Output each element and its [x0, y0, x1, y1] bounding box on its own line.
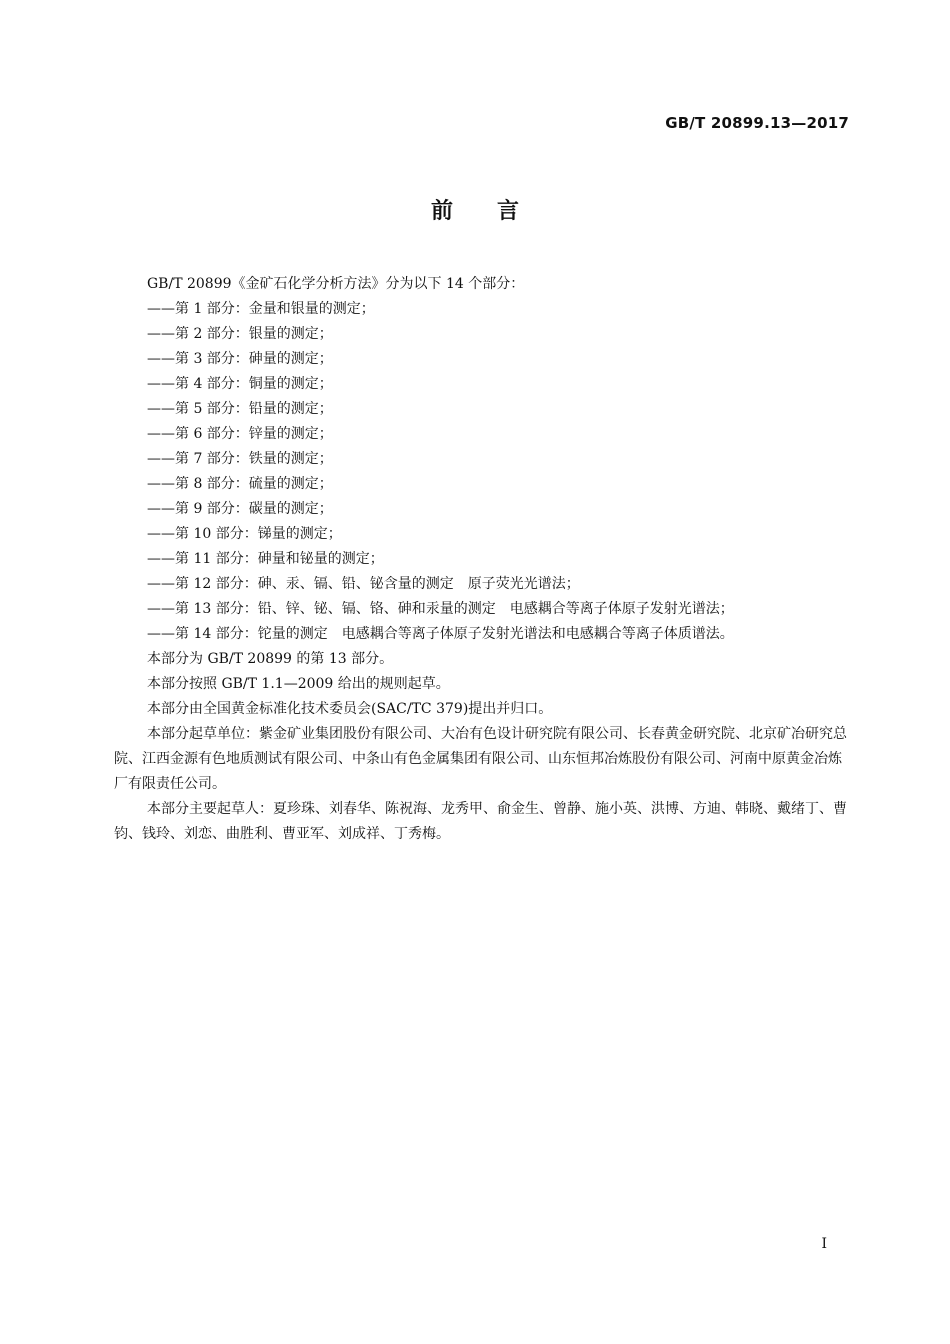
list-item: ——第 5 部分：铅量的测定；: [147, 401, 333, 417]
list-item: ——第 1 部分：金量和银量的测定；: [147, 301, 375, 317]
parts-list: [114, 297, 854, 647]
drafting-rules-statement: 本部分按照 GB/T 1.1—2009 给出的规则起草。: [147, 676, 450, 692]
proposed-by-statement: 本部分由全国黄金标准化技术委员会(SAC/TC 379)提出并归口。: [147, 701, 553, 717]
intro-paragraph: GB/T 20899《金矿石化学分析方法》分为以下 14 个部分：: [147, 276, 525, 292]
list-item: ——第 8 部分：硫量的测定；: [147, 476, 333, 492]
page-title: 前言: [430, 199, 563, 224]
part-of-statement: 本部分为 GB/T 20899 的第 13 部分。: [147, 651, 394, 667]
list-item: ——第 10 部分：锑量的测定；: [147, 526, 342, 542]
list-item: ——第 2 部分：银量的测定；: [147, 326, 333, 342]
page-number: I: [821, 1236, 827, 1252]
list-item: ——第 11 部分：砷量和铋量的测定；: [147, 551, 384, 567]
list-item: ——第 4 部分：铜量的测定；: [147, 376, 333, 392]
drafters-paragraph: 本部分主要起草人：夏珍珠、刘春华、陈祝海、龙秀甲、俞金生、曾静、施小英、洪博、方迪、韩晓、戴绪丁、曹钧、钱玲、刘恋、曲胜利、曹亚军、刘成祥、丁秀梅。: [114, 801, 847, 842]
list-item: ——第 14 部分：铊量的测定 电感耦合等离子体原子发射光谱法和电感耦合等离子体质谱法。: [147, 626, 734, 642]
list-item: ——第 13 部分：铅、锌、铋、镉、铬、砷和汞量的测定 电感耦合等离子体原子发射光谱法；: [147, 601, 734, 617]
list-item: ——第 6 部分：锌量的测定；: [147, 426, 333, 442]
standard-number: GB/T 20899.13—2017: [665, 114, 849, 132]
list-item: ——第 7 部分：铁量的测定；: [147, 451, 333, 467]
document-body: [114, 272, 854, 847]
list-item: ——第 12 部分：砷、汞、镉、铅、铋含量的测定 原子荧光光谱法；: [147, 576, 580, 592]
list-item: ——第 3 部分：砷量的测定；: [147, 351, 333, 367]
list-item: ——第 9 部分：碳量的测定；: [147, 501, 333, 517]
drafting-units-paragraph: 本部分起草单位：紫金矿业集团股份有限公司、大冶有色设计研究院有限公司、长春黄金研究院、北京矿冶研究总院、江西金源有色地质测试有限公司、中条山有色金属集团有限公司、山东恒邦冶炼股份有限公司、河南中原黄金冶炼厂有限责任公司。: [114, 726, 847, 792]
